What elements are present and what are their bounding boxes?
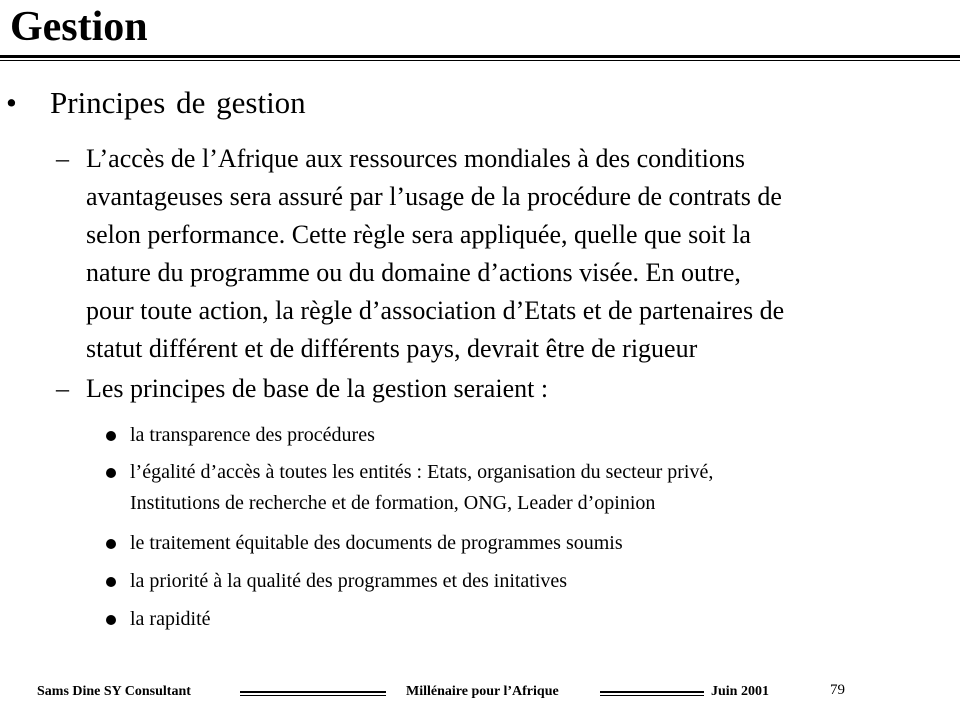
bullet-text: Principes de gestion (50, 85, 306, 120)
text-line: le traitement équitable des documents de programmes soumis (130, 532, 623, 554)
text-line: pour toute action, la règle d’association d’Etats et de partenaires de (86, 296, 785, 325)
dash-item-text (86, 370, 946, 408)
text-line: la transparence des procédures (130, 424, 375, 446)
dot-item-text (130, 566, 567, 597)
dot-item-text (130, 420, 375, 451)
slide-footer (0, 684, 960, 708)
footer-author: Sams Dine SY Consultant (37, 684, 191, 699)
text-line: nature du programme ou du domaine d’actions visée. En outre, (86, 258, 741, 287)
footer-divider (600, 691, 704, 696)
bullet-mark: • (6, 85, 17, 120)
dot-item-text (130, 457, 713, 519)
footer-date: Juin 2001 (711, 684, 769, 699)
dash-mark: – (56, 374, 69, 403)
dot-bullet-icon (106, 615, 116, 625)
dot-bullet-icon (106, 468, 116, 478)
dot-bullet-icon (106, 577, 116, 587)
text-line: avantageuses sera assuré par l’usage de la procédure de contrats de (86, 182, 782, 211)
text-line: la rapidité (130, 608, 211, 630)
dot-item-text (130, 604, 211, 635)
footer-title: Millénaire pour l’Afrique (406, 684, 559, 699)
dash-item-text (86, 140, 946, 368)
dot-item-text (130, 528, 623, 559)
text-line: L’accès de l’Afrique aux ressources mondiales à des conditions (86, 144, 745, 173)
slide-title: Gestion (10, 4, 148, 50)
title-underline (0, 55, 960, 61)
footer-divider (240, 691, 386, 696)
text-line: statut différent et de différents pays, devrait être de rigueur (86, 334, 698, 363)
text-line: Les principes de base de la gestion seraient : (86, 374, 549, 403)
page-number: 79 (830, 682, 845, 698)
dash-mark: – (56, 144, 69, 173)
text-line: selon performance. Cette règle sera appliquée, quelle que soit la (86, 220, 751, 249)
text-line: Institutions de recherche et de formation, ONG, Leader d’opinion (130, 492, 656, 514)
dot-bullet-icon (106, 431, 116, 441)
text-line: l’égalité d’accès à toutes les entités : Etats, organisation du secteur privé, (130, 461, 714, 483)
text-line: la priorité à la qualité des programmes et des initatives (130, 570, 568, 592)
dot-bullet-icon (106, 539, 116, 549)
